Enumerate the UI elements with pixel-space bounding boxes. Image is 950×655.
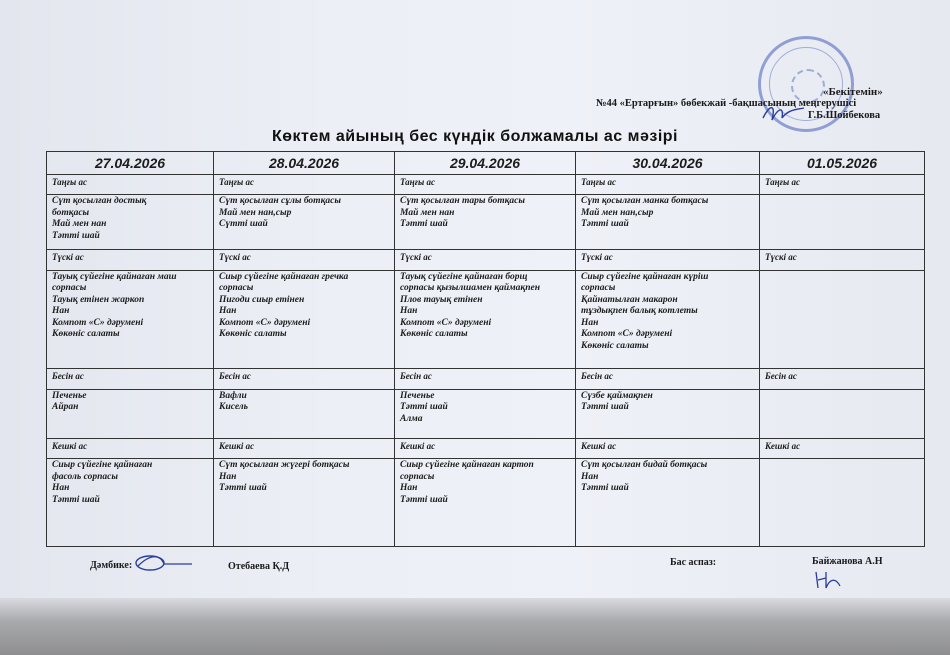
dish-line: Нан	[581, 317, 599, 328]
meal-label: Бесін ас	[214, 369, 395, 389]
dish-line: Тауық сүйегіне қайнаған маш	[52, 271, 177, 282]
dish-line: Печенье	[400, 390, 435, 401]
meal-items-row	[47, 270, 925, 369]
meal-label: Кешкі ас	[395, 439, 576, 459]
head-cook-signature-icon	[812, 568, 846, 592]
date-header: 29.04.2026	[395, 152, 576, 175]
dish-line: Вафли	[219, 390, 247, 401]
dish-line: фасоль сорпасы	[52, 471, 118, 482]
dish-line: Сүт қосылған сұлы ботқасы	[219, 196, 341, 207]
table-surface	[0, 598, 950, 655]
page-title: Көктем айының бес күндік болжамалы ас мәзірі	[272, 128, 678, 145]
dish-line: Сиыр сүйегіне қайнаған гречка	[219, 271, 349, 282]
dish-line: Көкөніс салаты	[52, 329, 120, 339]
meal-label-row	[47, 250, 925, 270]
meal-items-row	[47, 459, 925, 547]
dish-line: Тәтті шай	[52, 494, 100, 505]
menu-body	[47, 175, 925, 547]
dish-line: Тәтті шай	[400, 402, 448, 413]
dish-line: Көкөніс салаты	[581, 340, 649, 351]
dish-line: сорпасы	[400, 471, 435, 482]
dish-line: Нан	[219, 306, 237, 316]
meal-cell	[760, 459, 925, 547]
meal-cell	[576, 389, 760, 438]
dish-line: Сүтті шай	[219, 219, 268, 230]
meal-cell	[47, 459, 214, 547]
dish-line: Тауық етінен жаркоп	[52, 294, 145, 305]
dish-line: Тауық сүйегіне қайнаған борщ	[400, 271, 528, 282]
dish-line: Нан	[400, 483, 418, 494]
dish-line: Печенье	[52, 390, 87, 401]
meal-label: Түскі ас	[576, 250, 760, 270]
dish-line: сорпасы	[581, 283, 616, 293]
dish-line: Сүт қосылған манка ботқасы	[581, 196, 709, 207]
meal-cell	[47, 195, 214, 250]
dish-line: Нан	[219, 471, 237, 482]
meal-cell	[395, 195, 576, 250]
head-cook-name: Байжанова А.Н	[812, 556, 883, 567]
dish-line: Тәтті шай	[219, 483, 267, 494]
meal-cell	[760, 270, 925, 369]
dish-line: Компот «С» дәрумені	[400, 317, 492, 328]
dish-line: сорпасы қызылшамен қаймақпен	[400, 283, 541, 293]
date-header: 01.05.2026	[760, 152, 925, 175]
meal-label: Бесін ас	[47, 369, 214, 389]
meal-cell	[214, 459, 395, 547]
dish-line: Тәтті шай	[400, 219, 448, 230]
dish-line: Компот «С» дәрумені	[581, 329, 673, 339]
organization-line: №44 «Ертарғын» бөбекжай -бақшасының меңгерушісі	[596, 98, 857, 109]
dish-line: Тәтті шай	[581, 483, 629, 494]
dish-line: Май мен нан,сыр	[219, 207, 292, 218]
date-header-row	[47, 152, 925, 175]
dish-line: Сүт қосылған жүгері ботқасы	[219, 460, 350, 471]
meal-label-row	[47, 369, 925, 389]
dish-line: Нан	[400, 306, 418, 316]
dish-line: Сиыр сүйегіне қайнаған	[52, 460, 153, 471]
meal-cell	[760, 389, 925, 438]
cook-label: Дәмбике:	[90, 560, 133, 571]
meal-label: Кешкі ас	[576, 439, 760, 459]
dish-line: Плов тауық етінен	[400, 294, 483, 305]
dish-line: Тәтті шай	[52, 230, 100, 241]
dish-line: Тәтті шай	[581, 219, 629, 230]
meal-cell	[395, 270, 576, 369]
meal-cell	[395, 389, 576, 438]
approval-heading: «Бекітемін»	[823, 86, 883, 98]
head-signature-icon	[760, 100, 808, 126]
meal-label: Таңғы ас	[395, 175, 576, 195]
meal-cell	[576, 270, 760, 369]
meal-cell	[576, 195, 760, 250]
dish-line: Қайнатылған макарон	[581, 294, 678, 305]
dish-line: Алма	[400, 413, 423, 424]
meal-label: Таңғы ас	[760, 175, 925, 195]
dish-line: Нан	[52, 483, 70, 494]
dish-line: сорпасы	[219, 283, 254, 293]
date-header: 27.04.2026	[47, 152, 214, 175]
dish-line: Кисель	[219, 402, 249, 413]
meal-label: Таңғы ас	[47, 175, 214, 195]
dish-line: Май мен нан,сыр	[581, 207, 654, 218]
meal-label: Түскі ас	[47, 250, 214, 270]
meal-label: Бесін ас	[395, 369, 576, 389]
meal-label: Түскі ас	[395, 250, 576, 270]
dish-line: Компот «С» дәрумені	[52, 317, 144, 328]
head-cook-label: Бас аспаз:	[670, 557, 717, 568]
meal-label-row	[47, 439, 925, 459]
dish-line: Тәтті шай	[400, 494, 448, 505]
meal-label: Түскі ас	[760, 250, 925, 270]
dish-line: Компот «С» дәрумені	[219, 317, 311, 328]
dish-line: тұздықпен балық котлеты	[581, 306, 698, 316]
menu-table	[46, 151, 925, 547]
meal-cell	[395, 459, 576, 547]
dish-line: Сиыр сүйегіне қайнаған күріш	[581, 271, 709, 282]
dish-line: Сүт қосылған тары ботқасы	[400, 196, 525, 207]
meal-label: Кешкі ас	[214, 439, 395, 459]
dish-line: Сиыр сүйегіне қайнаған картоп	[400, 460, 534, 471]
dish-line: Тәтті шай	[581, 402, 629, 413]
meal-label: Кешкі ас	[47, 439, 214, 459]
date-header: 28.04.2026	[214, 152, 395, 175]
meal-items-row	[47, 195, 925, 250]
dish-line: Май мен нан	[52, 219, 107, 230]
dish-line: ботқасы	[52, 207, 90, 218]
dish-line: Нан	[52, 306, 70, 316]
meal-cell	[47, 270, 214, 369]
meal-label: Бесін ас	[760, 369, 925, 389]
meal-label: Кешкі ас	[760, 439, 925, 459]
meal-label: Түскі ас	[214, 250, 395, 270]
cook-name: Отебаева Қ.Д	[228, 561, 290, 572]
meal-cell	[214, 270, 395, 369]
meal-label: Таңғы ас	[576, 175, 760, 195]
dish-line: сорпасы	[52, 283, 87, 293]
dish-line: Май мен нан	[400, 207, 455, 218]
meal-label-row	[47, 175, 925, 195]
dish-line: Нан	[581, 471, 599, 482]
cook-signature-icon	[130, 552, 196, 574]
meal-label: Таңғы ас	[214, 175, 395, 195]
dish-line: Айран	[52, 402, 79, 413]
meal-cell	[576, 459, 760, 547]
dish-line: Сүт қосылған бидай ботқасы	[581, 460, 708, 471]
dish-line: Көкөніс салаты	[400, 329, 468, 339]
meal-label: Бесін ас	[576, 369, 760, 389]
meal-items-row	[47, 389, 925, 438]
dish-line: Сүт қосылған достық	[52, 196, 147, 207]
date-header: 30.04.2026	[576, 152, 760, 175]
meal-cell	[47, 389, 214, 438]
head-name: Г.Б.Шойбекова	[808, 110, 881, 121]
dish-line: Пигоди сиыр етінен	[219, 294, 305, 305]
dish-line: Сүзбе қаймақпен	[581, 390, 653, 401]
meal-cell	[214, 195, 395, 250]
dish-line: Көкөніс салаты	[219, 329, 287, 339]
meal-cell	[214, 389, 395, 438]
meal-cell	[760, 195, 925, 250]
